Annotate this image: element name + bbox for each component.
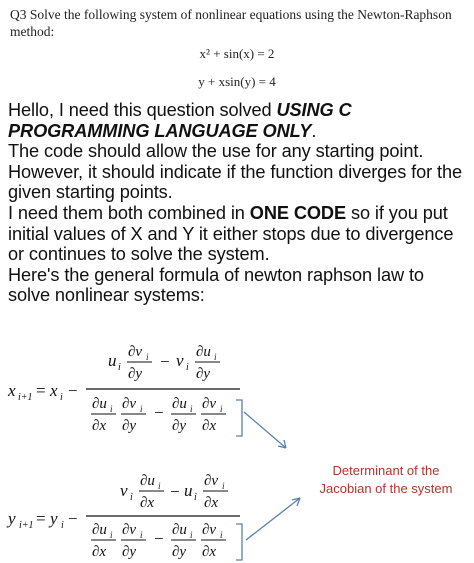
request-line-1-suffix: . — [311, 120, 317, 141]
svg-text:i: i — [60, 392, 63, 403]
svg-text:−: − — [154, 403, 164, 422]
request-text — [8, 100, 470, 306]
svg-text:∂u: ∂u — [92, 522, 107, 538]
svg-text:i: i — [61, 520, 64, 531]
svg-text:i: i — [140, 404, 143, 414]
svg-text:y: y — [50, 509, 58, 528]
request-line-4: Here's the general formula of newton raphson law to solve nonlinear systems: — [8, 264, 424, 306]
svg-text:i: i — [146, 352, 149, 362]
svg-text:∂x: ∂x — [202, 544, 217, 560]
svg-text:∂v: ∂v — [122, 396, 137, 412]
arrow-to-annotation-icon — [244, 412, 286, 448]
equation-1: x² + sin(x) = 2 — [199, 46, 275, 61]
svg-text:∂x: ∂x — [202, 418, 217, 434]
jacobian-annotation: Determinant of the Jacobian of the system — [319, 463, 453, 496]
determinant-bracket-bottom — [236, 524, 242, 560]
svg-text:v: v — [176, 351, 184, 370]
svg-text:∂y: ∂y — [122, 544, 137, 560]
request-line-3 — [8, 203, 470, 265]
svg-text:−: − — [170, 482, 180, 501]
svg-text:x: x — [50, 381, 58, 400]
svg-text:∂u: ∂u — [196, 344, 211, 360]
svg-text:i+1: i+1 — [18, 392, 33, 403]
svg-text:∂y: ∂y — [172, 544, 187, 560]
request-line-1 — [8, 100, 470, 141]
svg-text:i: i — [110, 404, 113, 414]
svg-text:∂x: ∂x — [204, 495, 219, 511]
svg-text:i: i — [220, 530, 223, 540]
question-heading: Q3 Solve the following system of nonlinear equations using the Newton-Raphson method: — [10, 7, 452, 39]
svg-text:∂x: ∂x — [92, 418, 107, 434]
svg-text:=: = — [36, 509, 46, 528]
svg-text:∂y: ∂y — [128, 366, 143, 382]
svg-text:i: i — [118, 362, 121, 373]
svg-text:∂v: ∂v — [202, 396, 217, 412]
svg-text:∂y: ∂y — [172, 418, 187, 434]
svg-text:∂v: ∂v — [128, 344, 143, 360]
request-line-1-prefix: Hello, I need this question solved — [8, 100, 277, 120]
svg-text:∂u: ∂u — [140, 473, 155, 489]
x-update-formula — [7, 344, 286, 448]
arrow-to-annotation-2-icon — [246, 498, 300, 540]
svg-text:i+1: i+1 — [19, 520, 34, 531]
svg-text:v: v — [120, 481, 128, 500]
svg-text:u: u — [184, 481, 193, 500]
svg-text:−: − — [154, 529, 164, 548]
svg-text:∂v: ∂v — [202, 522, 217, 538]
emphasis-c-language: USING C PROGRAMMING LANGUAGE ONLY — [8, 100, 352, 141]
svg-text:i: i — [190, 404, 193, 414]
svg-text:−: − — [68, 509, 78, 528]
svg-text:−: − — [68, 381, 78, 400]
svg-text:i: i — [140, 530, 143, 540]
svg-text:i: i — [186, 362, 189, 373]
svg-text:∂x: ∂x — [92, 544, 107, 560]
svg-text:∂x: ∂x — [140, 495, 155, 511]
request-line-2: The code should allow the use for any starting point. However, it should indicate if the function diverges for the given starting points. — [8, 141, 462, 203]
request-line-3-suffix: so if you put initial values of X and Y it either stops due to divergence or continues to solve the system. — [8, 202, 454, 265]
request-line-3-prefix: I need them both combined in — [8, 202, 250, 223]
svg-text:∂u: ∂u — [172, 396, 187, 412]
emphasis-one-code: ONE CODE — [249, 202, 346, 223]
svg-text:∂y: ∂y — [122, 418, 137, 434]
newton-raphson-formulas — [0, 340, 474, 563]
determinant-bracket-top — [236, 400, 242, 436]
svg-text:i: i — [158, 481, 161, 491]
svg-text:∂v: ∂v — [204, 473, 219, 489]
svg-text:=: = — [36, 381, 46, 400]
svg-text:∂u: ∂u — [172, 522, 187, 538]
y-update-formula — [6, 473, 300, 560]
svg-text:i: i — [214, 352, 217, 362]
equation-2: y + xsin(y) = 4 — [198, 74, 276, 89]
svg-text:i: i — [194, 492, 197, 503]
svg-text:x: x — [8, 381, 16, 400]
svg-text:i: i — [130, 492, 133, 503]
svg-text:i: i — [220, 404, 223, 414]
svg-text:i: i — [110, 530, 113, 540]
svg-text:∂u: ∂u — [92, 396, 107, 412]
svg-text:y: y — [8, 509, 16, 528]
svg-text:i: i — [190, 530, 193, 540]
svg-text:−: − — [160, 352, 170, 371]
svg-text:∂y: ∂y — [196, 366, 211, 382]
svg-text:∂v: ∂v — [122, 522, 137, 538]
svg-text:i: i — [222, 481, 225, 491]
svg-text:u: u — [108, 351, 117, 370]
